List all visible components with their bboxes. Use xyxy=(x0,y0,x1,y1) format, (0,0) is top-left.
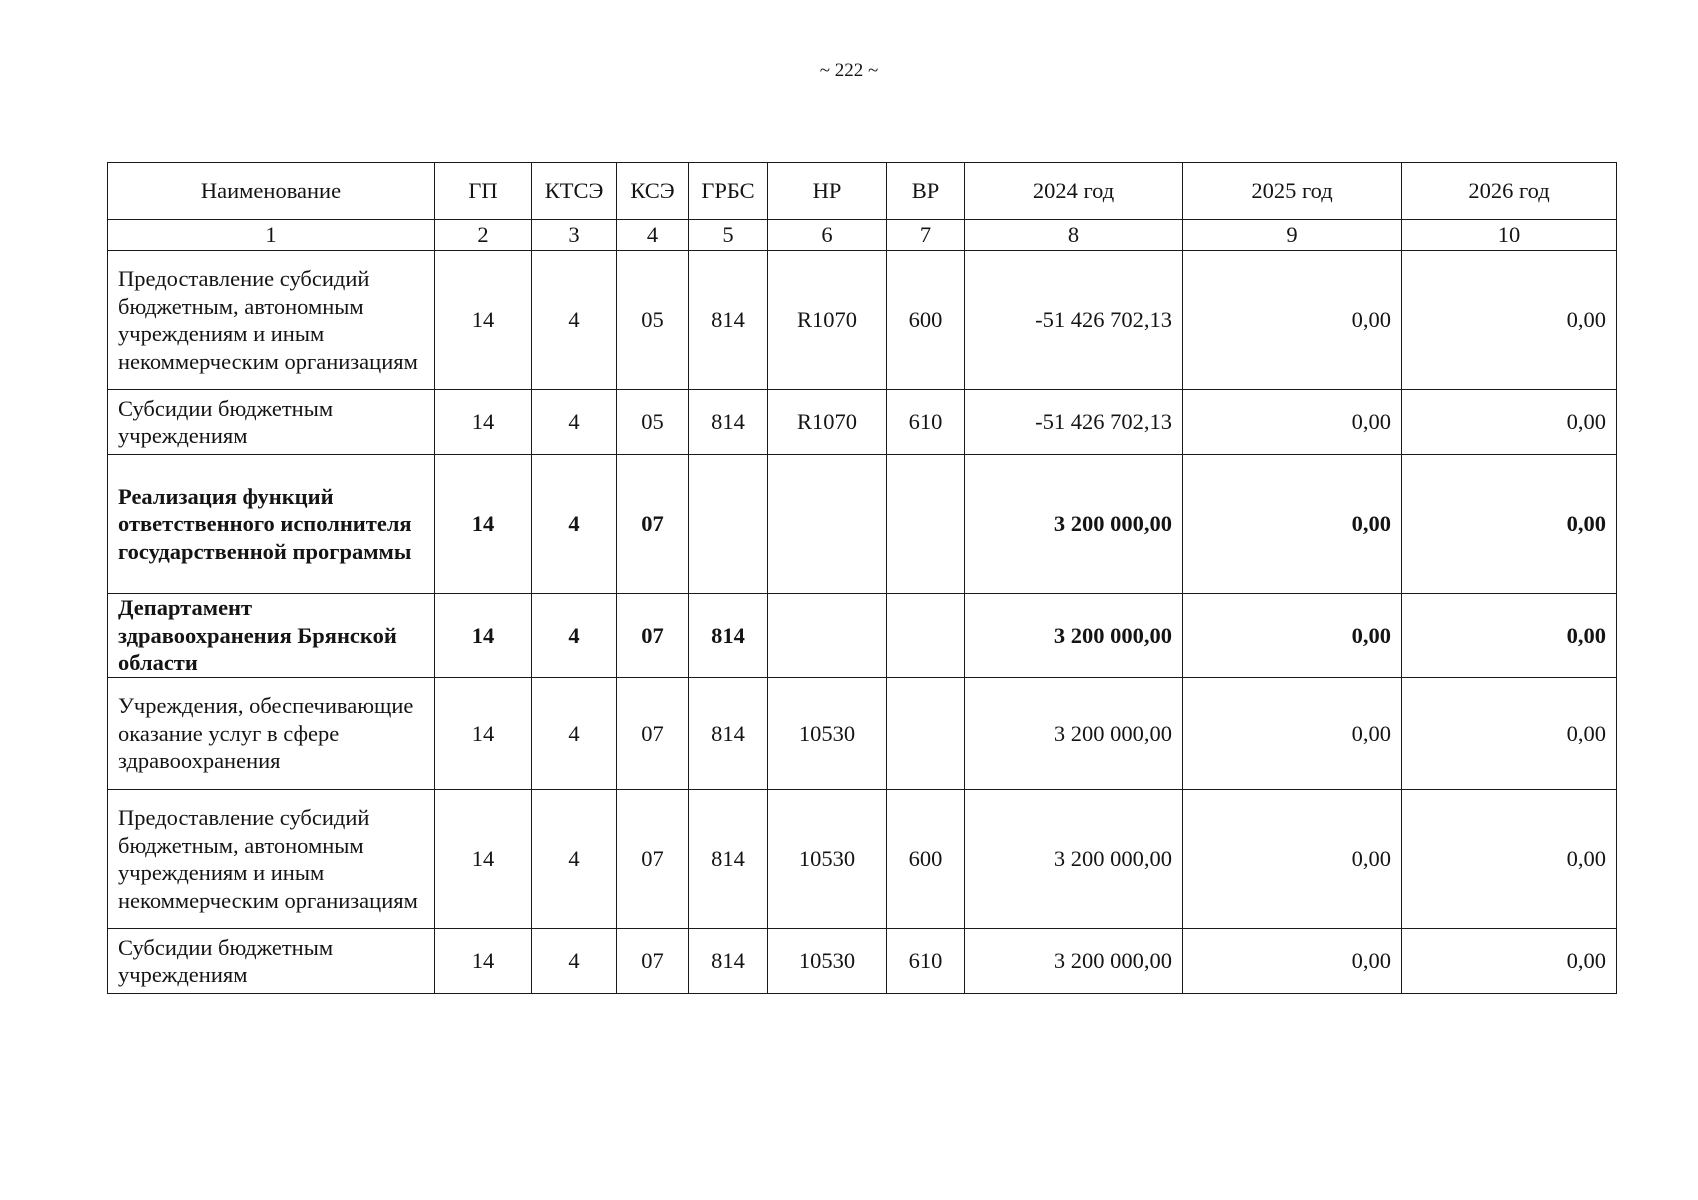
grbs-cell: 814 xyxy=(689,678,768,790)
column-number: 6 xyxy=(768,220,887,251)
kse-cell: 07 xyxy=(617,678,689,790)
amount-2025-cell: 0,00 xyxy=(1183,929,1402,994)
column-number: 4 xyxy=(617,220,689,251)
row-name-cell: Субсидии бюджетным учреждениям xyxy=(108,390,435,455)
table-row xyxy=(108,790,1617,929)
header-ktse: КТСЭ xyxy=(532,163,617,220)
table-row xyxy=(108,251,1617,390)
amount-2024-cell: 3 200 000,00 xyxy=(965,790,1183,929)
header-2026: 2026 год xyxy=(1402,163,1617,220)
nr-cell xyxy=(768,594,887,678)
nr-cell xyxy=(768,455,887,594)
amount-2025-cell: 0,00 xyxy=(1183,455,1402,594)
vr-cell xyxy=(887,455,965,594)
grbs-cell: 814 xyxy=(689,594,768,678)
column-number: 10 xyxy=(1402,220,1617,251)
ktse-cell: 4 xyxy=(532,790,617,929)
nr-cell: 10530 xyxy=(768,929,887,994)
row-name-cell: Субсидии бюджетным учреждениям xyxy=(108,929,435,994)
kse-cell: 07 xyxy=(617,929,689,994)
row-name-cell: Департамент здравоохранения Брянской области xyxy=(108,594,435,678)
grbs-cell: 814 xyxy=(689,790,768,929)
gp-cell: 14 xyxy=(435,790,532,929)
row-name-cell: Учреждения, обеспечивающие оказание услуг в сфере здравоохранения xyxy=(108,678,435,790)
table-row xyxy=(108,455,1617,594)
nr-cell: R1070 xyxy=(768,390,887,455)
amount-2026-cell: 0,00 xyxy=(1402,929,1617,994)
column-number: 8 xyxy=(965,220,1183,251)
grbs-cell: 814 xyxy=(689,390,768,455)
column-number: 7 xyxy=(887,220,965,251)
column-number-row xyxy=(108,220,1617,251)
amount-2025-cell: 0,00 xyxy=(1183,390,1402,455)
gp-cell: 14 xyxy=(435,455,532,594)
grbs-cell: 814 xyxy=(689,251,768,390)
amount-2024-cell: 3 200 000,00 xyxy=(965,929,1183,994)
header-name: Наименование xyxy=(108,163,435,220)
kse-cell: 05 xyxy=(617,390,689,455)
amount-2024-cell: -51 426 702,13 xyxy=(965,251,1183,390)
ktse-cell: 4 xyxy=(532,678,617,790)
ktse-cell: 4 xyxy=(532,929,617,994)
gp-cell: 14 xyxy=(435,678,532,790)
amount-2025-cell: 0,00 xyxy=(1183,678,1402,790)
column-number: 2 xyxy=(435,220,532,251)
table-row xyxy=(108,390,1617,455)
header-2024: 2024 год xyxy=(965,163,1183,220)
amount-2026-cell: 0,00 xyxy=(1402,390,1617,455)
ktse-cell: 4 xyxy=(532,455,617,594)
table-row xyxy=(108,594,1617,678)
kse-cell: 07 xyxy=(617,790,689,929)
vr-cell: 610 xyxy=(887,929,965,994)
header-gp: ГП xyxy=(435,163,532,220)
column-number: 1 xyxy=(108,220,435,251)
amount-2024-cell: 3 200 000,00 xyxy=(965,594,1183,678)
amount-2026-cell: 0,00 xyxy=(1402,790,1617,929)
table-row xyxy=(108,678,1617,790)
grbs-cell: 814 xyxy=(689,929,768,994)
column-number: 3 xyxy=(532,220,617,251)
amount-2024-cell: 3 200 000,00 xyxy=(965,455,1183,594)
header-nr: НР xyxy=(768,163,887,220)
vr-cell: 600 xyxy=(887,790,965,929)
nr-cell: 10530 xyxy=(768,678,887,790)
amount-2025-cell: 0,00 xyxy=(1183,251,1402,390)
budget-table xyxy=(107,162,1617,994)
amount-2024-cell: 3 200 000,00 xyxy=(965,678,1183,790)
kse-cell: 07 xyxy=(617,455,689,594)
vr-cell: 600 xyxy=(887,251,965,390)
amount-2026-cell: 0,00 xyxy=(1402,455,1617,594)
column-number: 9 xyxy=(1183,220,1402,251)
header-row xyxy=(108,163,1617,220)
header-vr: ВР xyxy=(887,163,965,220)
gp-cell: 14 xyxy=(435,929,532,994)
ktse-cell: 4 xyxy=(532,390,617,455)
gp-cell: 14 xyxy=(435,390,532,455)
kse-cell: 05 xyxy=(617,251,689,390)
column-number: 5 xyxy=(689,220,768,251)
page-number: ~ 222 ~ xyxy=(819,60,879,81)
row-name-cell: Предоставление субсидий бюджетным, автономным учреждениям и иным некоммерческим организациям xyxy=(108,790,435,929)
header-kse: КСЭ xyxy=(617,163,689,220)
vr-cell: 610 xyxy=(887,390,965,455)
table-row xyxy=(108,929,1617,994)
gp-cell: 14 xyxy=(435,594,532,678)
row-name-cell: Предоставление субсидий бюджетным, автономным учреждениям и иным некоммерческим организациям xyxy=(108,251,435,390)
amount-2025-cell: 0,00 xyxy=(1183,594,1402,678)
amount-2026-cell: 0,00 xyxy=(1402,594,1617,678)
amount-2026-cell: 0,00 xyxy=(1402,251,1617,390)
nr-cell: R1070 xyxy=(768,251,887,390)
amount-2026-cell: 0,00 xyxy=(1402,678,1617,790)
amount-2024-cell: -51 426 702,13 xyxy=(965,390,1183,455)
row-name-cell: Реализация функций ответственного исполнителя государственной программы xyxy=(108,455,435,594)
ktse-cell: 4 xyxy=(532,594,617,678)
vr-cell xyxy=(887,678,965,790)
kse-cell: 07 xyxy=(617,594,689,678)
header-grbs: ГРБС xyxy=(689,163,768,220)
gp-cell: 14 xyxy=(435,251,532,390)
header-2025: 2025 год xyxy=(1183,163,1402,220)
nr-cell: 10530 xyxy=(768,790,887,929)
vr-cell xyxy=(887,594,965,678)
ktse-cell: 4 xyxy=(532,251,617,390)
grbs-cell xyxy=(689,455,768,594)
amount-2025-cell: 0,00 xyxy=(1183,790,1402,929)
